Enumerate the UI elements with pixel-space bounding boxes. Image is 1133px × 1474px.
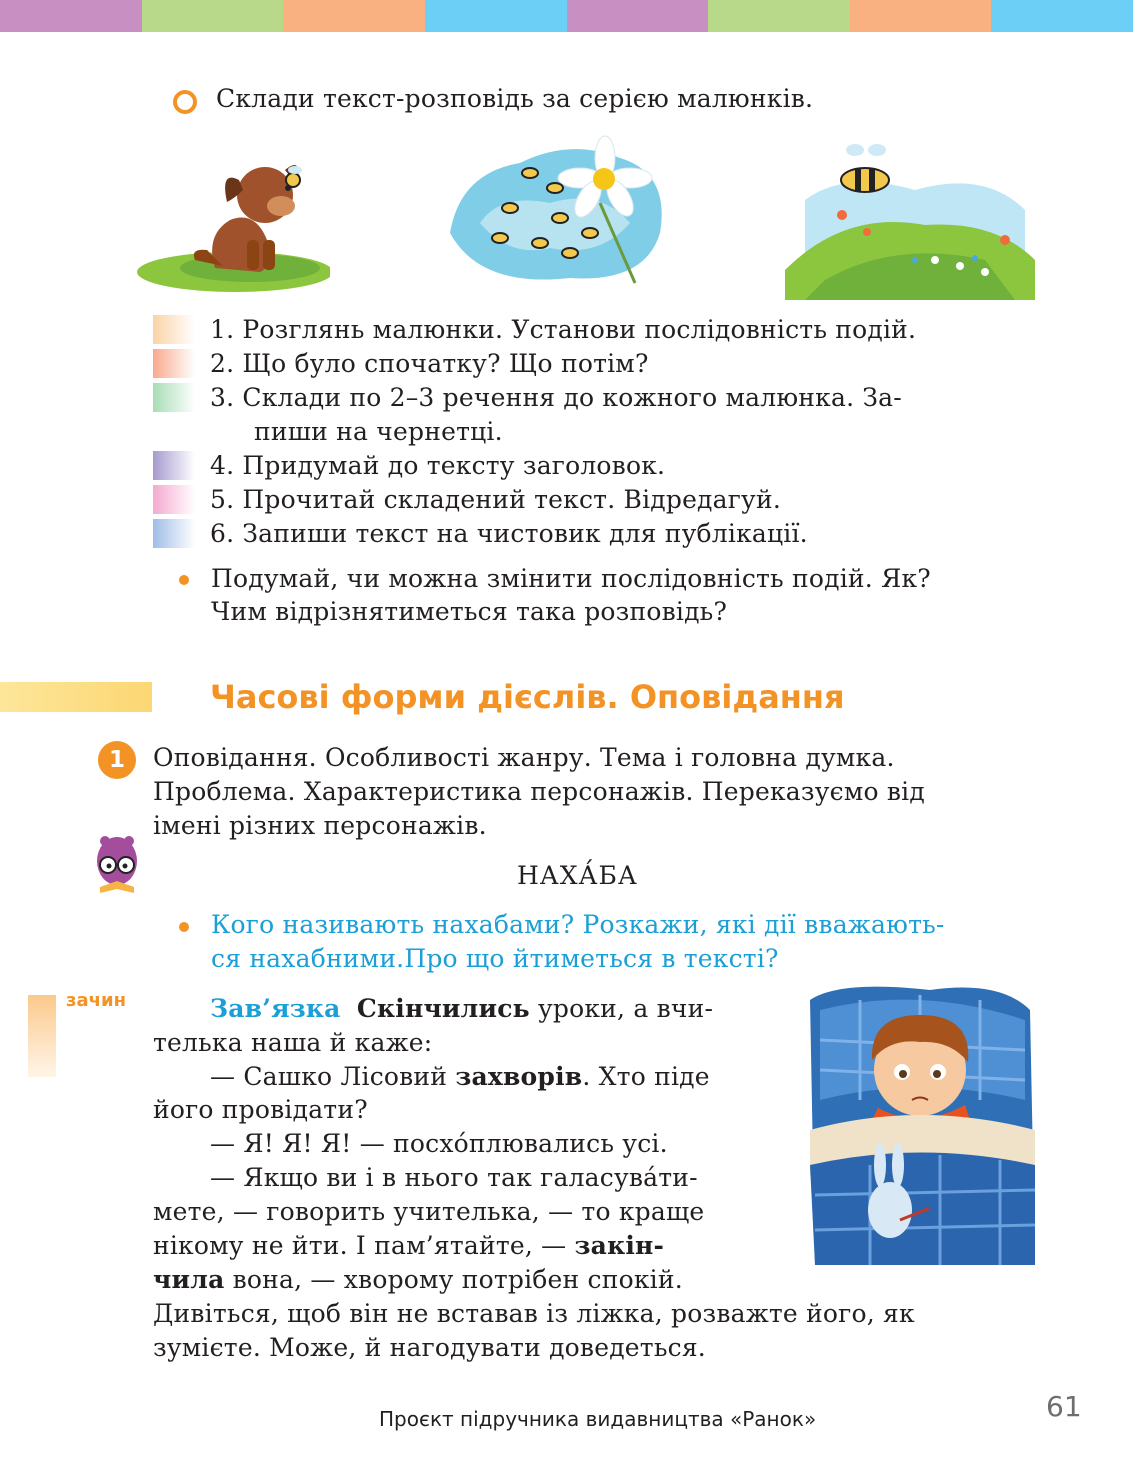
story-text: нікому не йти. І пам’ятайте, — — [153, 1231, 575, 1260]
story-line-4: його провідати? — [153, 1095, 368, 1124]
reader-mascot-icon — [92, 831, 142, 901]
exercise-line-1: Оповідання. Особливості жанру. Тема і головна думка. — [153, 743, 895, 772]
step-color-swatch — [153, 485, 195, 514]
step-item: 4. Придумай до тексту заголовок. — [210, 451, 666, 480]
step-color-swatch — [153, 451, 195, 480]
pre-question-line-1: Кого називають нахабами? Розкажи, які дії вважають- — [211, 910, 945, 939]
story-line-3 — [210, 1060, 710, 1094]
story-bold-word: Скінчились — [356, 994, 530, 1023]
step-item: 2. Що було спочатку? Що потім? — [210, 349, 649, 378]
story-text: . Хто піде — [582, 1062, 710, 1091]
margin-marker — [28, 995, 56, 1077]
exercise-line-2: Проблема. Характеристика персонажів. Переказуємо від — [153, 777, 925, 806]
step-item: 1. Розглянь малюнки. Установи послідовність подій. — [210, 315, 917, 344]
story-line-1 — [210, 992, 713, 1026]
story-bold-word: закін- — [574, 1231, 665, 1260]
top-bar-segment — [567, 0, 709, 32]
story-text: — Сашко Лісовий — [210, 1062, 456, 1091]
story-line-5: — Я! Я! Я! — посхо́плювались усі. — [210, 1129, 668, 1158]
story-text: уроки, а вчи- — [529, 994, 714, 1023]
story-line-6: — Якщо ви і в нього так галасува́ти- — [210, 1163, 698, 1192]
top-bar-segment — [142, 0, 284, 32]
top-color-bar — [0, 0, 1133, 32]
pre-question-line-2: ся нахабними.Про що йтиметься в тексті? — [211, 944, 779, 973]
top-bar-segment — [283, 0, 425, 32]
section-title: Часові форми дієслів. Оповідання — [210, 678, 845, 716]
story-line-8 — [153, 1229, 664, 1263]
task-intro: Склади текст-розповідь за серією малюнків. — [216, 84, 814, 113]
bullet-icon — [179, 922, 189, 932]
step-item: 3. Склади по 2–3 речення до кожного малюнка. За- — [210, 383, 902, 412]
story-bold-word: чила — [153, 1265, 225, 1294]
step-item: 6. Запиши текст на чистовик для публікації. — [210, 519, 808, 548]
page-number: 61 — [1046, 1390, 1082, 1423]
story-line-9 — [153, 1263, 683, 1297]
story-line-11: зумієте. Може, й нагодувати доведеться. — [153, 1333, 706, 1362]
step-color-swatch — [153, 349, 195, 378]
step-color-swatch — [153, 315, 195, 344]
top-bar-segment — [0, 0, 142, 32]
section-marker — [0, 682, 152, 712]
top-bar-segment — [850, 0, 992, 32]
plot-label: Зав’язка — [210, 994, 341, 1023]
think-question-line-2: Чим відрізнятиметься така розповідь? — [211, 597, 728, 626]
story-title: НАХА́БА — [517, 861, 638, 890]
think-question-line-1: Подумай, чи можна змінити послідовність подій. Як? — [211, 564, 931, 593]
story-text: вона, — хворому потрібен спокій. — [224, 1265, 683, 1294]
story-line-7: мете, — говорить учителька, — то краще — [153, 1197, 705, 1226]
story-line-2: телька наша й каже: — [153, 1028, 433, 1057]
top-bar-segment — [991, 0, 1133, 32]
exercise-line-3: імені різних персонажів. — [153, 811, 487, 840]
sick-boy-illustration — [800, 980, 1040, 1275]
footer-publisher: Проєкт підручника видавництва «Ранок» — [379, 1407, 817, 1431]
chamomile-bees-illustration — [440, 133, 670, 295]
story-line-10: Дивіться, щоб він не вставав із ліжка, розважте його, як — [153, 1299, 915, 1328]
meadow-bee-illustration — [785, 140, 1035, 300]
exercise-number-badge: 1 — [98, 741, 136, 779]
story-bold-word: захворів — [455, 1062, 583, 1091]
bullet-icon — [179, 575, 189, 585]
step-color-swatch — [153, 383, 195, 412]
step-color-swatch — [153, 519, 195, 548]
step-item: пиши на чернетці. — [254, 417, 503, 446]
top-bar-segment — [425, 0, 567, 32]
margin-label: зачин — [66, 990, 127, 1011]
task-circle-icon — [173, 90, 197, 114]
dog-illustration — [135, 140, 330, 295]
top-bar-segment — [708, 0, 850, 32]
step-item: 5. Прочитай складений текст. Відредагуй. — [210, 485, 781, 514]
